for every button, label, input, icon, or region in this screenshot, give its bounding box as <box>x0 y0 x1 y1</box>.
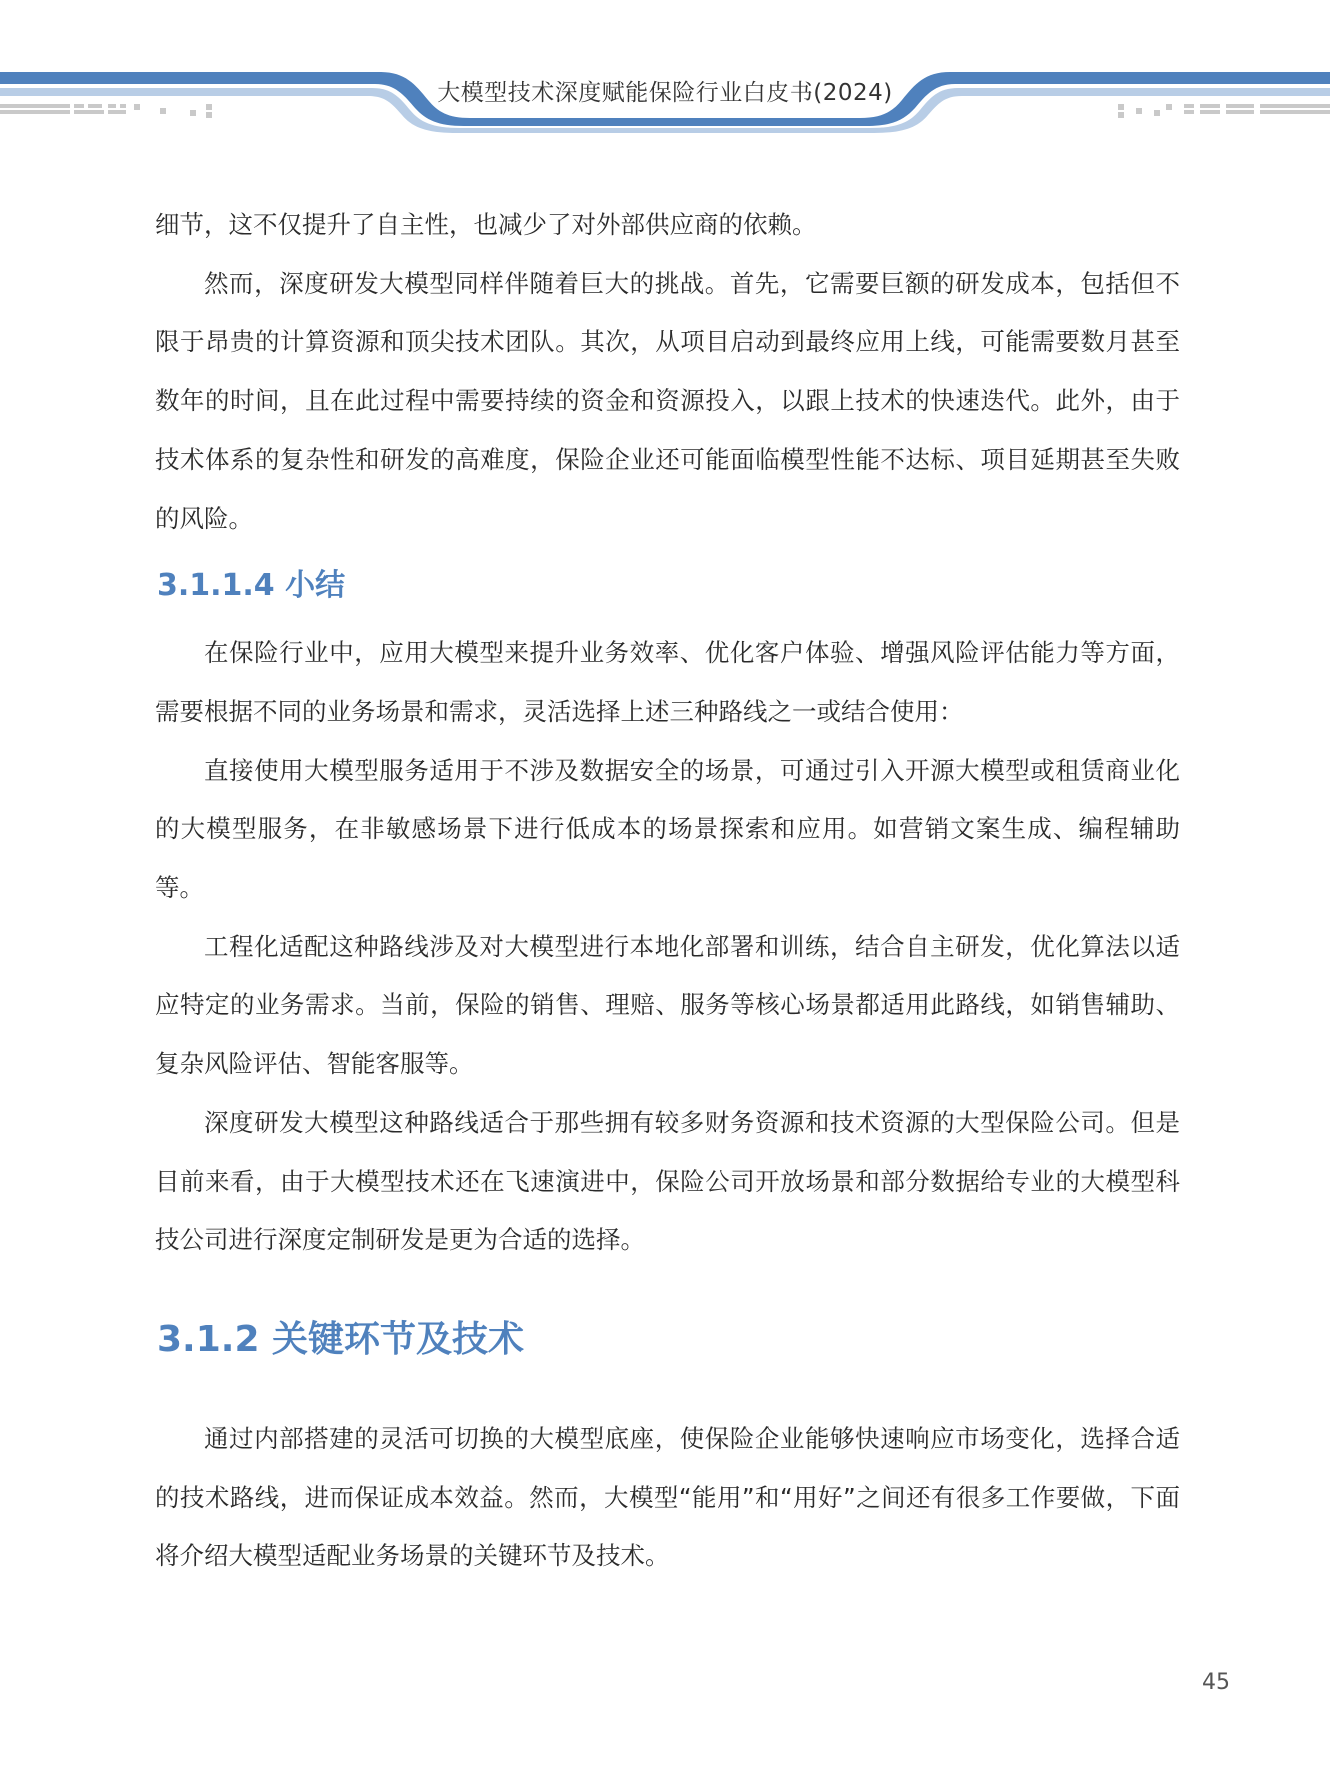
header-banner-graphic <box>0 0 1330 135</box>
paragraph-engineering-adaptation: 工程化适配这种路线涉及对大模型进行本地化部署和训练，结合自主研发，优化算法以适应特定的业务需求。当前，保险的销售、理赔、服务等核心场景都适用此路线，如销售辅助、复杂风险评估、智能客服等。 <box>155 931 1180 1079</box>
heading-3-1-1-4: 3.1.1.4 小结 <box>157 568 346 604</box>
paragraph-direct-use: 直接使用大模型服务适用于不涉及数据安全的场景，可通过引入开源大模型或租赁商业化的大模型服务，在非敏感场景下进行低成本的场景探索和应用。如营销文案生成、编程辅助等。 <box>155 755 1180 903</box>
page-header <box>0 0 1330 135</box>
paragraph-challenges: 然而，深度研发大模型同样伴随着巨大的挑战。首先，它需要巨额的研发成本，包括但不限于昂贵的计算资源和顶尖技术团队。其次，从项目启动到最终应用上线，可能需要数月甚至数年的时间，且在此过程中需要持续的资金和资源投入，以跟上技术的快速迭代。此外，由于技术体系的复杂性和研发的高难度，保险企业还可能面临模型性能不达标、项目延期甚至失败的风险。 <box>155 268 1180 533</box>
paragraph-summary-intro: 在保险行业中，应用大模型来提升业务效率、优化客户体验、增强风险评估能力等方面，需要根据不同的业务场景和需求，灵活选择上述三种路线之一或结合使用： <box>155 638 1180 726</box>
paragraph-continuation: 细节，这不仅提升了自主性，也减少了对外部供应商的依赖。 <box>155 210 817 239</box>
heading-3-1-2: 3.1.2 关键环节及技术 <box>157 1318 525 1360</box>
paragraph-deep-development: 深度研发大模型这种路线适合于那些拥有较多财务资源和技术资源的大型保险公司。但是目前来看，由于大模型技术还在飞速演进中，保险公司开放场景和部分数据给专业的大模型科技公司进行深度定制研发是更为合适的选择。 <box>155 1107 1180 1255</box>
paragraph-key-steps: 通过内部搭建的灵活可切换的大模型底座，使保险企业能够快速响应市场变化，选择合适的技术路线，进而保证成本效益。然而，大模型“能用”和“用好”之间还有很多工作要做，下面将介绍大模型适配业务场景的关键环节及技术。 <box>155 1423 1180 1571</box>
page-body <box>155 196 1180 1586</box>
page-number: 45 <box>1202 1670 1230 1695</box>
header-title: 大模型技术深度赋能保险行业白皮书(2024) <box>437 80 893 106</box>
